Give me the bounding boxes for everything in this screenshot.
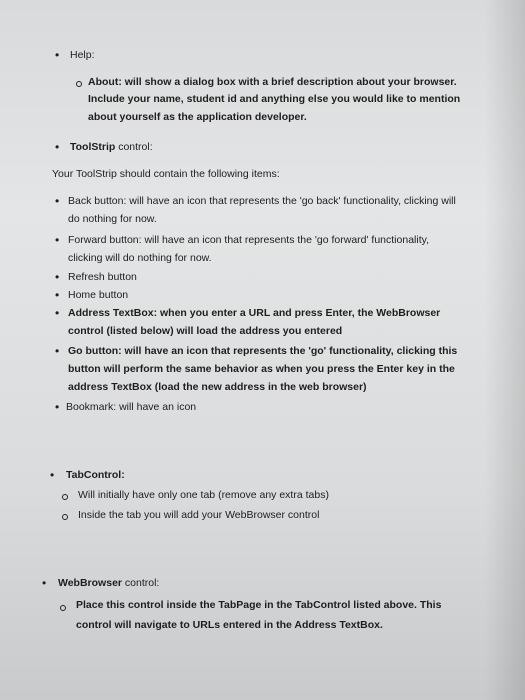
toolstrip-item-bookmark: Bookmark: will have an icon [66,401,197,413]
toolstrip-title-rest: control: [115,141,153,153]
webbrowser-line-2: control will navigate to URLs entered in the Address TextBox. [76,619,383,631]
bullet: • [50,468,55,482]
toolstrip-item-home: Home button [68,289,129,301]
toolstrip-item-go-line-2: button will perform the same behavior as when you press the Enter key in the [68,363,455,375]
toolstrip-title [70,140,153,154]
bullet: • [55,306,60,320]
toolstrip-item-forward-line-1: Forward button: will have an icon that represents the 'go forward' functionality, [68,234,430,246]
webbrowser-title-rest: control: [122,577,160,589]
sub-bullet [62,494,68,500]
help-about-line-1: About: will show a dialog box with a brief description about your browser. [88,76,457,88]
tabcontrol-title: TabControl: [66,469,125,481]
toolstrip-intro: Your ToolStrip should contain the following items: [52,168,280,180]
toolstrip-item-address-line-1: Address TextBox: when you enter a URL and press Enter, the WebBrowser [68,307,441,319]
webbrowser-title-bold: WebBrowser [58,577,122,589]
webbrowser-line-1: Place this control inside the TabPage in the TabControl listed above. This [76,599,442,611]
help-about-line-2: Include your name, student id and anything else you would like to mention [88,93,461,105]
sub-bullet [62,514,68,520]
tabcontrol-item-2: Inside the tab you will add your WebBrowser control [78,509,320,521]
toolstrip-item-refresh: Refresh button [68,271,137,283]
bullet: • [55,288,60,302]
sub-bullet [76,81,82,87]
bullet: • [42,576,47,590]
sub-bullet [60,605,66,611]
bullet: • [55,194,60,208]
toolstrip-item-address-line-2: control (listed below) will load the address you entered [68,325,343,337]
toolstrip-item-back-line-1: Back button: will have an icon that represents the 'go back' functionality, clicking will [68,195,456,207]
toolstrip-item-back-line-2: do nothing for now. [68,213,157,225]
help-title: Help: [70,49,95,61]
webbrowser-title [58,576,159,590]
toolstrip-item-forward-line-2: clicking will do nothing for now. [68,252,212,264]
toolstrip-item-go-line-1: Go button: will have an icon that represents the 'go' functionality, clicking this [68,345,458,357]
bullet: • [55,400,60,414]
bullet: • [55,233,60,247]
tabcontrol-item-1: Will initially have only one tab (remove any extra tabs) [78,489,329,501]
bullet: • [55,270,60,284]
help-about-line-3: about yourself as the application developer. [88,111,307,123]
bullet: • [55,344,60,358]
toolstrip-title-bold: ToolStrip [70,141,116,153]
toolstrip-item-go-line-3: address TextBox (load the new address in the web browser) [68,381,367,393]
page-shadow [485,0,525,700]
bullet: • [55,48,60,62]
bullet: • [55,140,60,154]
